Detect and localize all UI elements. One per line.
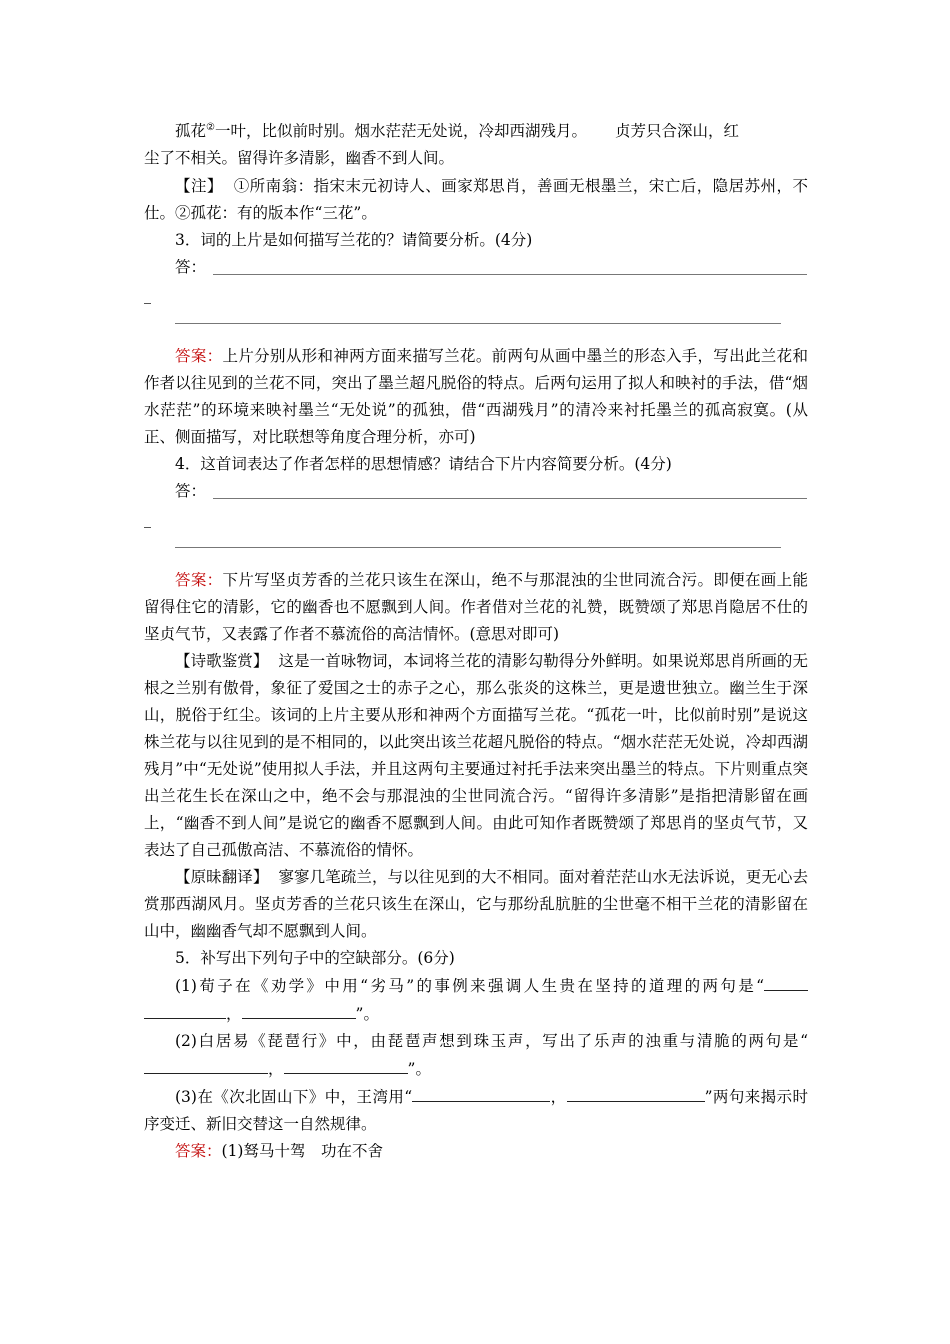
document-page bbox=[144, 118, 808, 1165]
blank-2b[interactable] bbox=[284, 1055, 408, 1074]
q3-answer-line[interactable] bbox=[144, 254, 808, 281]
answer-text: 上片分别从形和神两方面来描写兰花。前两句从画中墨兰的形态入手，写出此兰花和作者以往见到的兰花不同，突出了墨兰超凡脱俗的特点。后两句运用了拟人和映衬的手法，借“烟水茫茫”的环境来映衬墨兰“无处说”的孤独，借“西湖残月”的清冷来衬托墨兰的孤高寂寞。(从正、侧面描写，对比联想等角度合理分析，亦可) bbox=[144, 347, 808, 446]
appreciation-label: 【诗歌鉴赏】 bbox=[175, 652, 269, 670]
appreciation-text: 这是一首咏物词，本词将兰花的清影勾勒得分外鲜明。如果说郑思肖所画的无根之兰别有傲骨，象征了爱国之士的赤子之心，那么张炎的这株兰，更是遗世独立。幽兰生于深山，脱俗于红尘。该词的上片主要从形和神两个方面描写兰花。“孤花一叶，比似前时别”是说这株兰花与以往见到的是不相同的，以此突出该兰花超凡脱俗的特点。“烟水茫茫无处说，冷却西湖残月”中“无处说”使用拟人手法，并且这两句主要通过衬托手法来突出墨兰的特点。下片则重点突出兰花生长在深山之中，绝不会与那混浊的尘世同流合污。“留得许多清影”是指把清影留在画上，“幽香不到人间”是说它的幽香不愿飘到人间。由此可知作者既赞颂了郑思肖的坚贞气节，又表达了自己孤傲高洁、不慕流俗的情怀。 bbox=[144, 652, 808, 859]
answer-prompt: 答： bbox=[175, 258, 207, 276]
appreciation-paragraph bbox=[144, 648, 808, 864]
item-text: “ bbox=[800, 1032, 808, 1050]
q5-item-2 bbox=[144, 1028, 808, 1083]
item-text: (1)荀子在《劝学》中用“劣马”的事例来强调人生贵在坚持的道理的两句是“ bbox=[175, 977, 764, 995]
answer-rule bbox=[175, 323, 781, 324]
note-text: ①所南翁：指宋末元初诗人、画家郑思肖，善画无根墨兰，宋亡后，隐居苏州，不仕。②孤花：有的版本作“三花”。 bbox=[144, 177, 808, 222]
q3-answer bbox=[144, 343, 808, 451]
q4-answer bbox=[144, 567, 808, 648]
blank-1a-cont[interactable] bbox=[144, 1000, 226, 1019]
item-text: (2)白居易《琵琶行》中，由琵琶声想到珠玉声，写出了乐声的浊重与清脆的两句是 bbox=[175, 1032, 801, 1050]
note-paragraph bbox=[144, 173, 808, 227]
item-text: (3)在《次北固山下》中，王湾用“ bbox=[175, 1088, 413, 1106]
q3-answer-line-2[interactable] bbox=[144, 315, 808, 343]
blank-3b[interactable] bbox=[567, 1083, 705, 1102]
answer-rule bbox=[213, 274, 807, 275]
note-label: 【注】 bbox=[175, 177, 223, 195]
q5-item-1 bbox=[144, 972, 808, 1028]
poem-text: 孤花 bbox=[175, 122, 207, 140]
question-4: 4．这首词表达了作者怎样的思想情感？请结合下片内容简要分析。(4分) bbox=[175, 455, 672, 473]
q4-answer-line[interactable] bbox=[144, 478, 808, 505]
question-3: 3．词的上片是如何描写兰花的？请简要分析。(4分) bbox=[175, 231, 533, 249]
q4-dash bbox=[144, 505, 808, 539]
item-text: ， bbox=[226, 1005, 242, 1023]
poem-text: 贞芳只合深山，红 bbox=[615, 122, 740, 140]
answer-text: 下片写坚贞芳香的兰花只该生在深山，绝不与那混浊的尘世同流合污。即便在画上能留得住它的清影，它的幽香也不愿飘到人间。作者借对兰花的礼赞，既赞颂了郑思肖隐居不仕的坚贞气节，又表露了作者不慕流俗的高洁情怀。(意思对即可) bbox=[144, 571, 808, 643]
item-text: ”。 bbox=[407, 1060, 431, 1078]
q3-dash bbox=[144, 281, 808, 315]
answer-label: 答案： bbox=[175, 1142, 222, 1160]
footnote-mark: ② bbox=[206, 121, 215, 133]
translation-label: 【原昧翻译】 bbox=[175, 868, 269, 886]
translation-text: 寥寥几笔疏兰，与以往见到的大不相同。面对着茫茫山水无法诉说，更无心去赏那西湖风月。坚贞芳香的兰花只该生在深山，它与那纷乱肮脏的尘世毫不相干兰花的清影留在山中，幽幽香气却不愿飘到人间。 bbox=[144, 868, 808, 940]
blank-1b[interactable] bbox=[242, 1000, 356, 1019]
answer-rule bbox=[213, 498, 807, 499]
blank-1a[interactable] bbox=[764, 972, 808, 991]
item-text: ”。 bbox=[355, 1005, 379, 1023]
translation-paragraph bbox=[144, 864, 808, 945]
poem-text: 一叶，比似前时别。烟水茫茫无处说，冷却西湖残月。 bbox=[214, 122, 587, 140]
item-text: ， bbox=[268, 1060, 284, 1078]
answer-text: (1)驽马十驾 功在不舍 bbox=[221, 1142, 383, 1160]
blank-2a[interactable] bbox=[144, 1055, 268, 1074]
answer-rule bbox=[175, 547, 781, 548]
poem-line-1 bbox=[144, 118, 808, 145]
item-text: ”两句来揭示时序变迁、新旧交替这一自然规律。 bbox=[144, 1088, 808, 1133]
item-text: ， bbox=[550, 1088, 567, 1106]
answer-label: 答案： bbox=[175, 571, 223, 589]
answer-prompt: 答： bbox=[175, 482, 207, 500]
q5-answer bbox=[144, 1138, 808, 1165]
answer-label: 答案： bbox=[175, 347, 223, 365]
q5-item-3 bbox=[144, 1083, 808, 1138]
blank-3a[interactable] bbox=[412, 1083, 550, 1102]
poem-line-2: 尘了不相关。留得许多清影，幽香不到人间。 bbox=[144, 149, 455, 167]
question-5: 5．补写出下列句子中的空缺部分。(6分) bbox=[175, 949, 455, 967]
q4-answer-line-2[interactable] bbox=[144, 539, 808, 567]
